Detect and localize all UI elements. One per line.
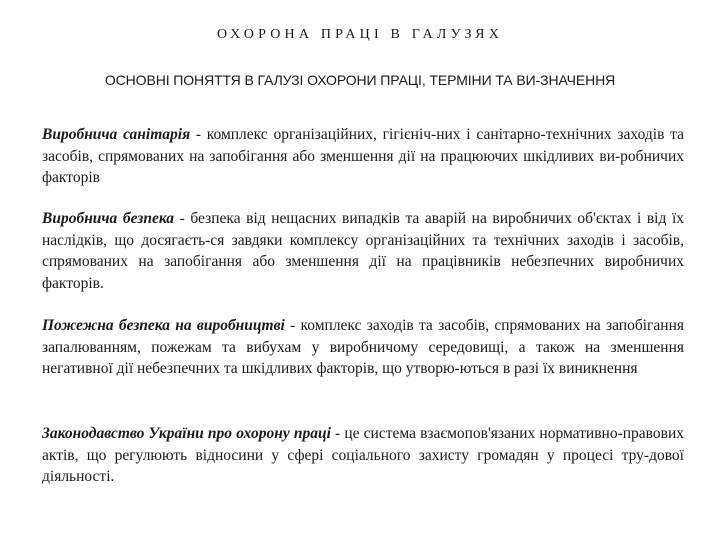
definition-text: - комплекс організаційних, гігієніч-них і санітарно-технічних заходів та засобів, спрямованих на запобігання або зменшення дії на працюючих шкідливих ви-робничих факторів bbox=[42, 126, 685, 186]
definition-text: - комплекс заходів та засобів, спрямованих на запобігання запалюванням, пожежам та вибухам у виробничому середовищі, а також на зменшення негативної дії небезпечних та шкідливих факторів, що утворю-ються в разі їх виникнення bbox=[42, 317, 684, 377]
definition-term: Виробнича санітарія bbox=[42, 126, 191, 143]
definition-text: - це система взаємопов'язаних нормативно-правових актів, що регулюють відносини у сфері соціального захисту громадян у процесі тру-дової діяльності. bbox=[42, 425, 684, 485]
definition-text: - безпека від нещасних випадків та аварій на виробничих об'єктах і від їх наслідків, що досягаєть-ся завдяки комплексу організаційних та технічних заходів і засобів, спрямованих на запобігання або зменшення дії на працівників небезпечних виробничих факторів. bbox=[42, 210, 685, 292]
definition-labor-protection-legislation bbox=[42, 423, 684, 488]
definition-term: Законодавство України про охорону праці bbox=[42, 425, 331, 442]
page-subtitle: ОСНОВНІ ПОНЯТТЯ В ГАЛУЗІ ОХОРОНИ ПРАЦІ, ТЕРМІНИ ТА ВИ-ЗНАЧЕННЯ bbox=[104, 72, 616, 88]
definition-industrial-safety bbox=[42, 208, 684, 294]
definition-term: Пожежна безпека на виробництві bbox=[42, 317, 285, 334]
definition-fire-safety bbox=[42, 315, 684, 380]
definition-industrial-sanitation bbox=[42, 124, 684, 189]
page-title: ОХОРОНА ПРАЦІ В ГАЛУЗЯХ bbox=[216, 27, 504, 42]
definition-term: Виробнича безпека bbox=[42, 210, 175, 227]
